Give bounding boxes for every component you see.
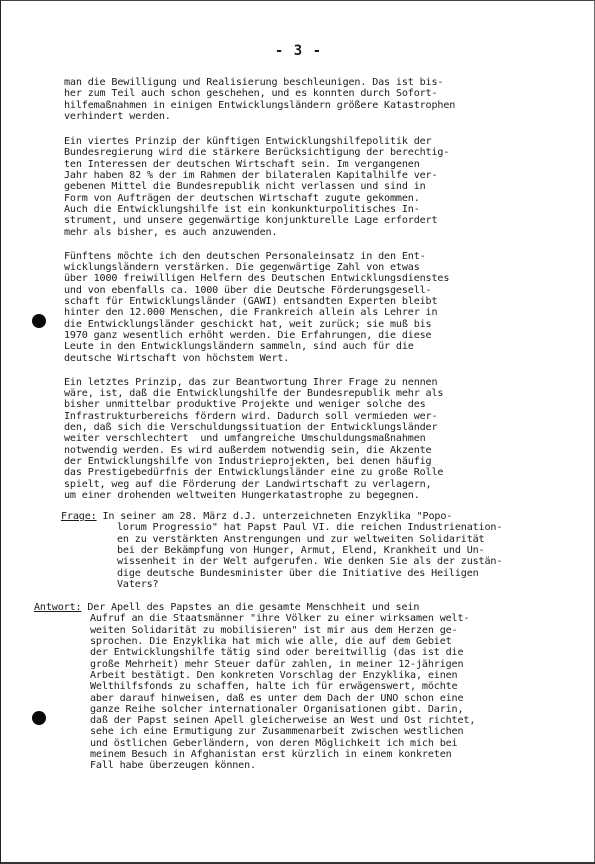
- text-line: Ein viertes Prinzip der künftigen Entwicklungshilfepolitik der: [64, 136, 432, 148]
- text-line: deutsche Wirtschaft von höchstem Wert.: [64, 352, 290, 364]
- paragraph: [64, 136, 584, 238]
- text-line: Infrastrukturbereichs fördern wird. Dadurch soll vermieden wer-: [64, 410, 438, 422]
- answer-line: große Mehrheit) mehr Steuer dafür zahlen, in meiner 12-jährigen: [90, 658, 464, 670]
- text-line: hilfemaßnahmen in einigen Entwicklungsländern größere Katastrophen: [64, 99, 456, 111]
- text-line: Auch die Entwicklungshilfe ist ein konkunkturpolitisches In-: [64, 203, 420, 215]
- text-line: notwendig werden. Es wird außerdem notwendig sein, die Akzente: [64, 444, 432, 456]
- text-line: wicklungsländern verstärken. Die gegenwärtige Zahl von etwas: [64, 262, 420, 274]
- answer-line: und östlichen Geberländern, von deren Möglichkeit ich mich bei: [90, 737, 458, 749]
- text-line: mehr als bisher, es auch anzuwenden.: [64, 226, 278, 238]
- answer-first-line: [34, 602, 584, 613]
- question-line: wissenheit in der Welt aufgerufen. Wie denken Sie als der zustän-: [117, 556, 503, 568]
- question-text: In seiner am 28. März d.J. unterzeichneten Enzyklika "Popo-: [96, 511, 453, 523]
- paragraph: [64, 77, 584, 122]
- text-line: 1970 ganz wesentlich erhöht werden. Die Erfahrungen, die diese: [64, 329, 432, 341]
- page-number: - 3 -: [274, 43, 323, 59]
- answer-line: sprochen. Die Enzyklika hat mich wie alle, die auf dem Gebiet: [90, 636, 452, 648]
- question-line: bei der Bekämpfung von Hunger, Armut, Elend, Krankheit und Un-: [117, 544, 485, 556]
- text-line: bisher unmittelbar produktive Projekte und weniger solche des: [64, 399, 426, 411]
- text-line: strument, und unsere gegenwärtige konjunkturelle Lage erfordert: [64, 215, 438, 227]
- question-block: [61, 511, 584, 590]
- text-line: Bundesregierung wird die stärkere Berücksichtigung der berechtig-: [64, 147, 450, 159]
- text-line: man die Bewilligung und Realisierung beschleunigen. Das ist bis-: [64, 77, 444, 88]
- question-line: lorum Progressio" hat Papst Paul VI. die reichen Industrienation-: [117, 522, 503, 534]
- text-line: gebenen Mittel die Bundesrepublik nicht verlassen und sind in: [64, 181, 426, 193]
- document-body: [34, 77, 584, 784]
- text-line: der Entwicklungshilfe von Industrieprojekten, bei denen häufig: [64, 455, 432, 467]
- answer-line: sehe ich eine Ermutigung zur Zusammenarbeit zwischen westlichen: [90, 726, 464, 738]
- text-line: wäre, ist, daß die Entwicklungshilfe der Bundesrepublik mehr als: [64, 388, 444, 400]
- answer-text: Der Apell des Papstes an die gesamte Menschheit und sein: [81, 602, 420, 614]
- question-line: en zu verstärkten Anstrengungen und zur weltweiten Solidarität: [117, 533, 485, 545]
- answer-line: Welthilfsfonds zu schaffen, halte ich für erwägenswert, möchte: [90, 681, 458, 693]
- text-line: das Prestigebedürfnis der Entwicklungsländer eine zu große Rolle: [64, 467, 444, 479]
- answer-line: Arbeit bestätigt. Den konkreten Vorschlag der Enzyklika, einen: [90, 669, 458, 681]
- answer-block: [34, 602, 584, 771]
- text-line: Fünftens möchte ich den deutschen Personaleinsatz in den Ent-: [64, 250, 426, 262]
- text-line: spielt, weg auf die Förderung der Landwirtschaft zu verlagern,: [64, 478, 432, 490]
- punch-hole-mark: [32, 314, 46, 328]
- text-line: Ein letztes Prinzip, das zur Beantwortung Ihrer Frage zu nennen: [64, 376, 438, 388]
- text-line: Leute in den Entwicklungsländern sammeln, sind auch für die: [64, 341, 414, 353]
- question-label: Frage:: [61, 511, 97, 523]
- question-first-line: [61, 511, 584, 522]
- paragraph: [64, 251, 584, 364]
- text-line: schaft für Entwicklungsländer (GAWI) entsandten Experten bleibt: [64, 296, 438, 308]
- answer-line: weiten Solidarität zu mobilisieren" ist mir aus dem Herzen ge-: [90, 624, 458, 636]
- text-line: her zum Teil auch schon geschehen, und es konnten durch Sofort-: [64, 88, 438, 100]
- question-line: dige deutsche Bundesminister über die Initiative des Heiligen: [117, 567, 479, 579]
- text-line: um einer drohenden weltweiten Hungerkatastrophe zu begegnen.: [64, 489, 420, 501]
- question-line: Vaters?: [117, 578, 159, 590]
- answer-line: aber darauf hinweisen, daß es unter dem Dach der UNO schon eine: [90, 692, 464, 704]
- answer-line: Fall habe überzeugen können.: [90, 760, 256, 772]
- answer-line: Aufruf an die Staatsmänner "ihre Völker zu einer wirksamen welt-: [90, 613, 470, 625]
- answer-label: Antwort:: [34, 602, 82, 614]
- text-line: Jahr haben 82 % der im Rahmen der bilateralen Kapitalhilfe ver-: [64, 170, 438, 182]
- text-line: weiter verschlechtert und umfangreiche Umschuldungsmaßnahmen: [64, 433, 426, 445]
- text-line: und von ebenfalls ca. 1000 über die Deutsche Förderungsgesell-: [64, 284, 432, 296]
- text-line: ten Interessen der deutschen Wirtschaft sein. Im vergangenen: [64, 158, 420, 170]
- text-line: die Entwicklungsländer geschickt hat, weit zurück; sie muß bis: [64, 318, 432, 330]
- text-line: über 1000 freiwilligen Helfern des Deutschen Entwicklungsdienstes: [64, 273, 450, 285]
- text-line: hinter den 12.000 Menschen, die Frankreich allein als Lehrer in: [64, 307, 438, 319]
- answer-line: ganze Reihe solcher internationaler Organisationen gibt. Darin,: [90, 703, 464, 715]
- text-line: verhindert werden.: [64, 110, 171, 122]
- text-line: Form von Aufträgen der deutschen Wirtschaft zugute gekommen.: [64, 192, 420, 204]
- answer-line: daß der Papst seinen Apell gleicherweise an West und Ost richtet,: [90, 715, 476, 727]
- answer-line: der Entwicklungshilfe tätig sind oder bereitwillig (das ist die: [90, 647, 464, 659]
- answer-line: meinem Besuch in Afghanistan erst kürzlich in einem konkreten: [90, 749, 452, 761]
- text-line: den, daß sich die Verschuldungssituation der Entwicklungsländer: [64, 422, 438, 434]
- paragraph: [64, 377, 584, 501]
